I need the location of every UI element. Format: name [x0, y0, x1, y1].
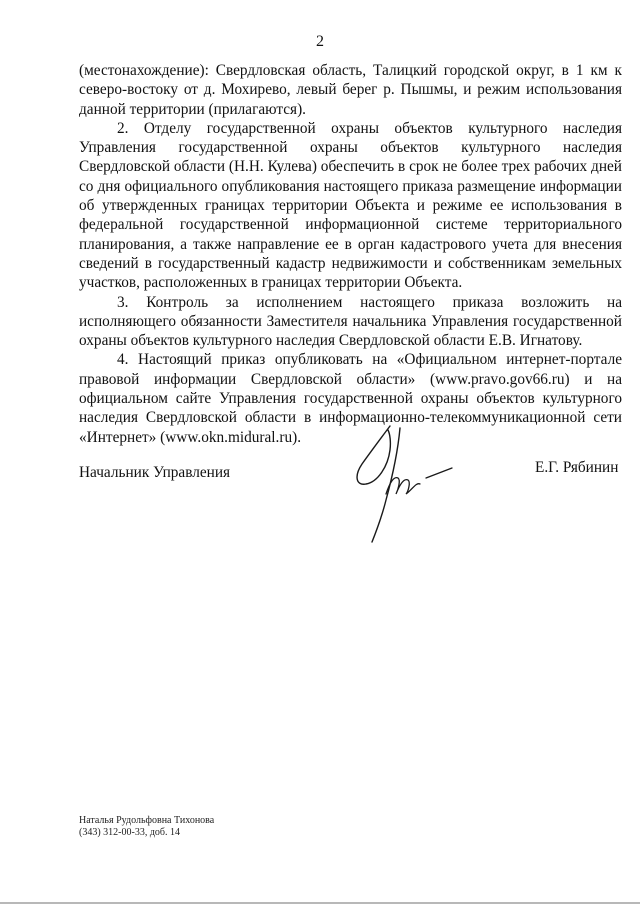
handwritten-signature [328, 420, 458, 545]
paragraph-item-2: 2. Отделу государственной охраны объектов культурного наследия Управления государственной охраны объектов культурного наследия Свердловской области (Н.Н. Кулева) обеспечить в срок не более трех рабочих дней со дня официального опубликования настоящего приказа размещение информации об утвержденных границах территории Объекта и режиме ее использования в федеральной государственной информационной системе территориального планирования, а также направление ее в орган кадастрового учета для внесения сведений в государственный кадастр недвижимости и собственникам земельных участков, расположенных в границах территории Объекта. [79, 119, 622, 292]
document-body [79, 61, 622, 447]
page-bottom-edge [0, 902, 640, 904]
signatory-name: Е.Г. Рябинин [535, 459, 619, 476]
contact-name: Наталья Рудольфовна Тихонова [79, 815, 215, 826]
contact-block [79, 815, 214, 840]
paragraph-continuation: (местонахождение): Свердловская область, Талицкий городской округ, в 1 км к северо-востоку от д. Мохирево, левый берег р. Пышмы, и режим использования данной территории (прилагаются). [79, 62, 622, 118]
signatory-title: Начальник Управления [79, 464, 231, 481]
contact-phone: (343) 312-00-33, доб. 14 [79, 827, 180, 839]
page-number: 2 [316, 33, 324, 50]
paragraph-item-3: 3. Контроль за исполнением настоящего приказа возложить на исполняющего обязанности Заместителя начальника Управления государственной охраны объектов культурного наследия Свердловской области Е.В. Игнатову. [79, 293, 622, 350]
paragraph-item-4: 4. Настоящий приказ опубликовать на «Официальном интернет-портале правовой информации Свердловской области» (www.pravo.gov66.ru) и на официальном сайте Управления государственной охраны объектов культурного наследия Свердловской области в информационно-телекоммуникационной сети «Интернет» (www.okn.midural.ru). [79, 351, 622, 446]
